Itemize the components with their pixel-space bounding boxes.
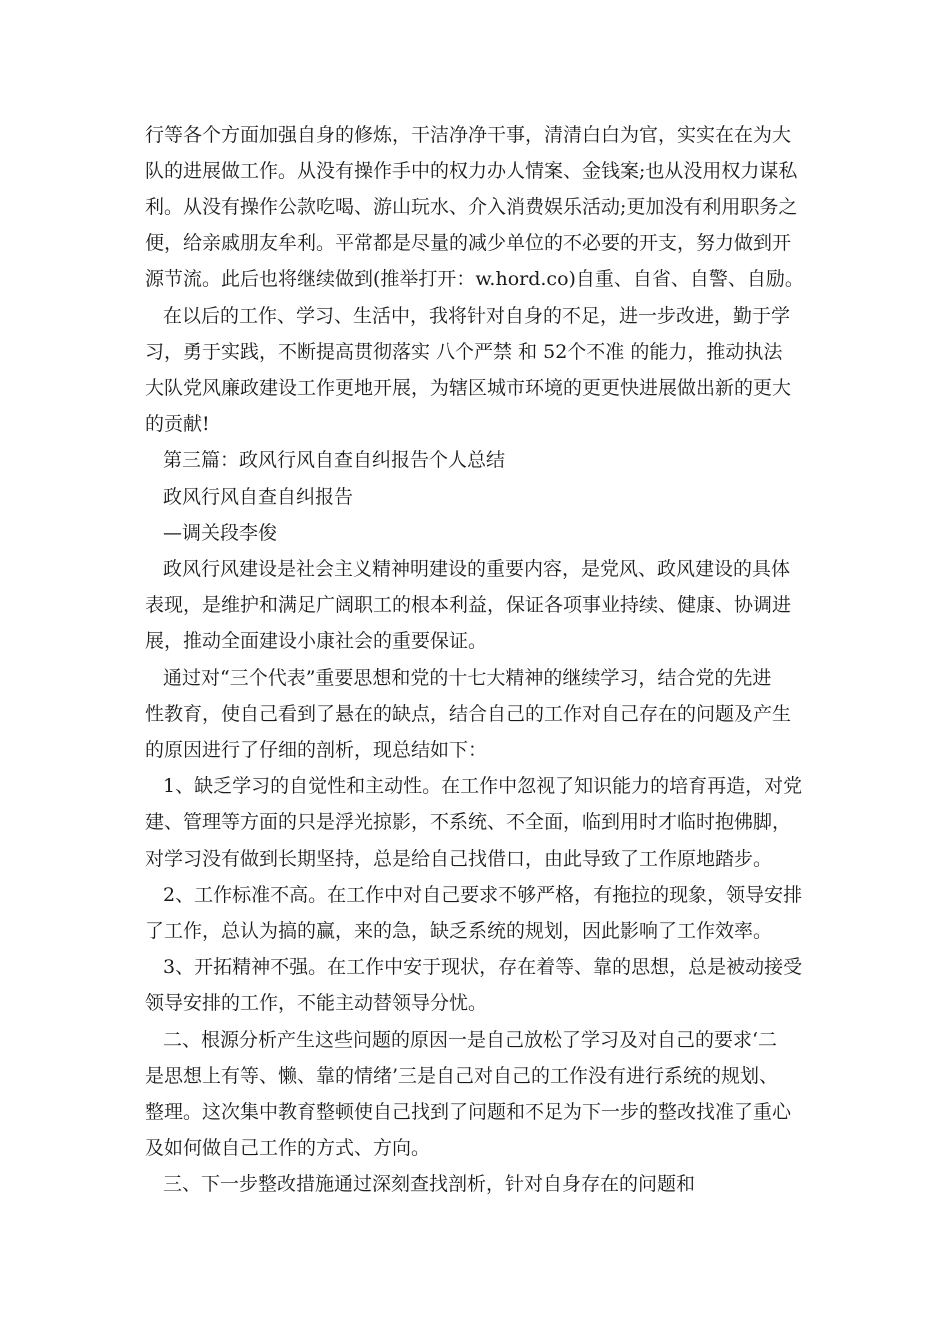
text-line: 及如何做自己工作的方式、方向。	[145, 1137, 431, 1159]
paragraph-start: 政风行风建设是社会主义精神明建设的重要内容，是党风、政风建设的具体	[163, 558, 791, 580]
paragraph-start: 二、根源分析产生这些问题的原因一是自己放松了学习及对自己的要求‘二	[163, 1029, 778, 1051]
text-line: 是思想上有等、懒、靠的情绪’三是自己对自己的工作没有进行系统的规划、	[145, 1065, 779, 1087]
text-line: 整理。这次集中教育整顿使自己找到了问题和不足为下一步的整改找准了重心	[145, 1101, 792, 1123]
text-line: 队的进展做工作。从没有操作手中的权力办人情案、金钱案;也从没用权力谋私	[145, 160, 798, 182]
text-line: 对学习没有做到长期坚持，总是给自己找借口，由此导致了工作原地踏步。	[145, 848, 773, 870]
text-line: 的贡献!	[145, 413, 210, 435]
text-line: 大队党风廉政建设工作更地开展，为辖区城市环境的更更快进展做出新的更大	[145, 377, 792, 399]
text-line: 展，推动全面建设小康社会的重要保证。	[145, 630, 488, 652]
report-title: 政风行风自查自纠报告	[163, 486, 354, 508]
report-author: —调关段李俊	[163, 522, 278, 544]
list-item: 1、缺乏学习的自觉性和主动性。在工作中忽视了知识能力的培育再造，对党	[163, 775, 803, 797]
paragraph-start: 三、下一步整改措施通过深刻查找剖析，针对自身存在的问题和	[163, 1173, 696, 1195]
list-item: 3、开拓精神不强。在工作中安于现状，存在着等、靠的思想，总是被动接受	[163, 956, 803, 978]
text-line: 便，给亲戚朋友牟利。平常都是尽量的减少单位的不必要的开支，努力做到开	[145, 232, 792, 254]
text-line: 性教育，使自己看到了悬在的缺点，结合自己的工作对自己存在的问题及产生	[145, 703, 792, 725]
text-line: 利。从没有操作公款吃喝、游山玩水、介入消费娱乐活动;更加没有利用职务之	[145, 196, 798, 218]
paragraph-start: 在以后的工作、学习、生活中，我将针对自身的不足，进一步改进，勤于学	[163, 305, 791, 327]
text-line: 领导安排的工作，不能主动替领导分忧。	[145, 992, 488, 1014]
text-line: 习，勇于实践，不断提高贯彻落实 八个严禁 和 52个不准 的能力，推动执法	[145, 341, 783, 363]
text-line: 行等各个方面加强自身的修炼，干洁净净干事，清清白白为官，实实在在为大	[145, 124, 792, 146]
paragraph-start: 通过对“三个代表”重要思想和党的十七大精神的继续学习，结合党的先进	[163, 667, 772, 689]
section-heading: 第三篇：政风行风自查自纠报告个人总结	[163, 449, 506, 471]
text-line: 的原因进行了仔细的剖析，现总结如下：	[145, 739, 488, 761]
text-line: 建、管理等方面的只是浮光掠影，不系统、不全面，临到用时才临时抱佛脚，	[145, 811, 792, 833]
text-line: 了工作，总认为搞的赢，来的急，缺乏系统的规划，因此影响了工作效率。	[145, 920, 773, 942]
list-item: 2、工作标准不高。在工作中对自己要求不够严格，有拖拉的现象，领导安排	[163, 884, 803, 906]
text-line: 表现，是维护和满足广阔职工的根本利益，保证各项事业持续、健康、协调进	[145, 594, 792, 616]
text-line: 源节流。此后也将继续做到(推举打开：w.hord.co)自重、自省、自警、自励。	[145, 268, 804, 290]
